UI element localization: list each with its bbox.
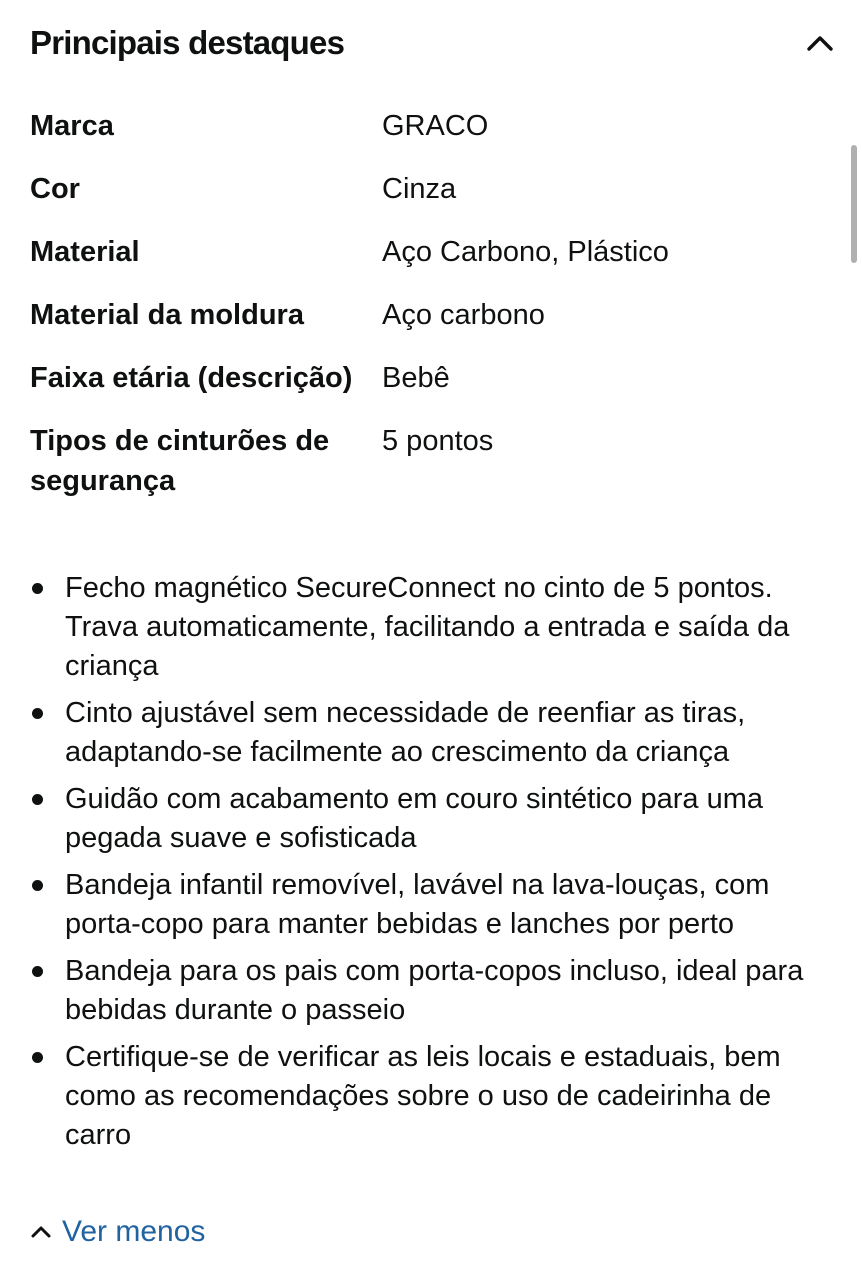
bullet-text: Bandeja para os pais com porta-copos incluso, ideal para bebidas durante o passeio — [65, 955, 804, 1026]
spec-label: Tipos de cinturões de segurança — [30, 425, 330, 497]
list-item — [30, 694, 830, 772]
spec-row-cor — [30, 169, 830, 209]
bullet-text: Fecho magnético SecureConnect no cinto de 5 pontos. Trava automaticamente, facilitando a entrada e saída da criança — [65, 572, 790, 682]
spec-label: Material da moldura — [30, 299, 304, 331]
spec-value: Aço carbono — [382, 299, 545, 331]
chevron-up-icon — [30, 1220, 54, 1244]
bullet-text: Cinto ajustável sem necessidade de reenfiar as tiras, adaptando-se facilmente ao crescimento da criança — [65, 697, 746, 768]
section-title: Principais destaques — [30, 24, 345, 61]
spec-value: Cinza — [382, 173, 457, 205]
spec-row-material-moldura — [30, 295, 830, 335]
bullet-icon — [30, 780, 65, 858]
collapse-button[interactable] — [802, 25, 838, 61]
spec-row-material — [30, 232, 830, 272]
spec-label: Cor — [30, 173, 80, 205]
see-less-label: Ver menos — [62, 1215, 206, 1248]
list-item — [30, 1038, 830, 1155]
see-less-link[interactable] — [30, 1215, 205, 1249]
bullet-icon — [30, 694, 65, 772]
spec-label: Marca — [30, 110, 114, 142]
list-item — [30, 780, 830, 858]
spec-row-marca — [30, 106, 830, 146]
spec-row-cinturoes — [30, 421, 830, 501]
bullet-icon — [30, 866, 65, 944]
spec-label: Material — [30, 236, 140, 268]
bullet-text: Guidão com acabamento em couro sintético para uma pegada suave e sofisticada — [65, 783, 763, 854]
spec-value: 5 pontos — [382, 425, 494, 457]
spec-value: Aço Carbono, Plástico — [382, 236, 669, 268]
list-item — [30, 569, 830, 686]
section-header[interactable] — [30, 18, 838, 68]
bullet-icon — [30, 1038, 65, 1155]
spec-row-faixa-etaria — [30, 358, 830, 398]
feature-bullets — [30, 569, 830, 1163]
list-item — [30, 866, 830, 944]
spec-value: Bebê — [382, 362, 450, 394]
spec-value: GRACO — [382, 110, 489, 142]
chevron-up-icon — [806, 34, 834, 52]
list-item — [30, 952, 830, 1030]
bullet-text: Certifique-se de verificar as leis locais e estaduais, bem como as recomendações sobre o uso de cadeirinha de carro — [65, 1041, 781, 1151]
bullet-icon — [30, 569, 65, 686]
scrollbar-thumb[interactable] — [851, 145, 857, 263]
specs-table — [30, 106, 830, 501]
spec-label: Faixa etária (descrição) — [30, 362, 353, 394]
bullet-text: Bandeja infantil removível, lavável na lava-louças, com porta-copo para manter bebidas e lanches por perto — [65, 869, 770, 940]
bullet-icon — [30, 952, 65, 1030]
